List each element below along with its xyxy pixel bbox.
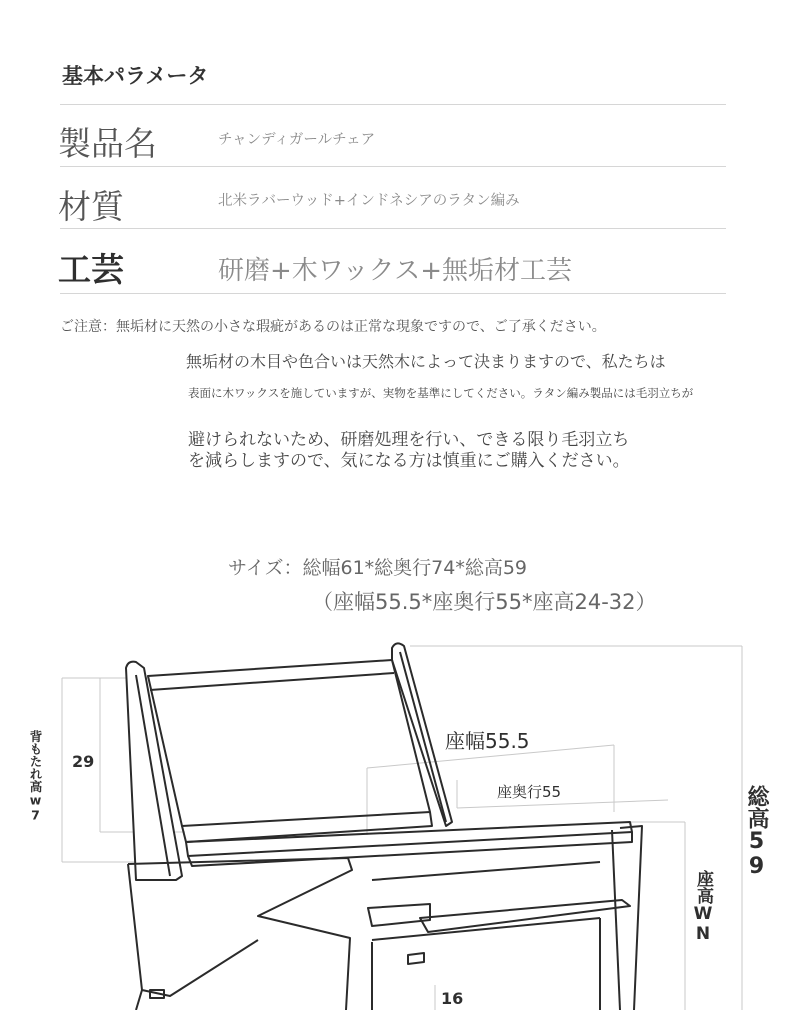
seat-height-label: 座高WN [693, 870, 713, 944]
param-value-product-name: チャンディガールチェア [218, 132, 376, 148]
section-title: 基本パラメータ [62, 64, 209, 88]
param-value-craft: 研磨+木ワックス+無垢材工芸 [218, 256, 573, 286]
param-label-product-name: 製品名 [58, 124, 157, 163]
seat-width-label: 座幅55.5 [445, 729, 530, 753]
total-height-label: 総高59 [744, 785, 769, 879]
chair-outline [126, 643, 642, 1010]
size-line-1: サイズ：総幅61*総奥行74*総高59 [228, 557, 528, 579]
backrest-height-label: 背もたれ高w7 [28, 730, 43, 823]
note-line-1: ご注意：無垢材に天然の小さな瑕疵があるのは正常な現象ですので、ご了承ください。 [60, 319, 606, 335]
param-value-material: 北米ラバーウッド+インドネシアのラタン編み [218, 193, 520, 209]
param-label-material: 材質 [58, 187, 124, 226]
param-label-craft: 工芸 [58, 250, 124, 289]
size-line-2: （座幅55.5*座奥行55*座高24-32） [312, 590, 657, 614]
seat-depth-label: 座奥行55 [497, 783, 562, 801]
note-line-4: 避けられないため、研磨処理を行い、できる限り毛羽立ち [188, 430, 630, 450]
note-line-3: 表面に木ワックスを施していますが、実物を基準にしてください。ラタン編み製品には毛羽立ちが [188, 386, 694, 400]
backrest-dimension-value: 29 [72, 752, 95, 771]
note-line-2: 無垢材の木目や色合いは天然木によって決まりますので、私たちは [186, 352, 666, 371]
bottom-dimension-value: 16 [441, 989, 464, 1008]
note-line-5: を減らしますので、気になる方は慎重にご購入ください。 [188, 451, 630, 471]
